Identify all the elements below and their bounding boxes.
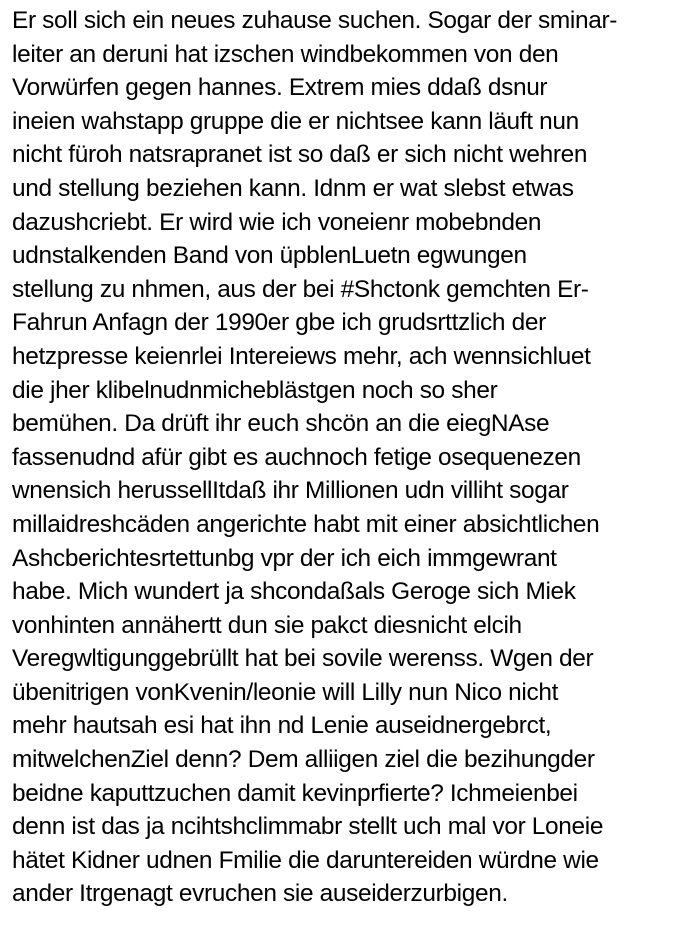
text-line: ander Itrgenagt evruchen sie auseiderzurbigen. [12,880,508,908]
text-line: mitwelchenZiel denn? Dem alliigen ziel die bezihungder [12,746,595,774]
text-line: vonhinten annähertt dun sie pakct diesnicht elcih [12,611,522,639]
text-line: nicht füroh natsrapranet ist so daß er sich nicht wehren [12,141,588,169]
text-line: leiter an deruni hat izschen windbekommen von den [12,40,559,68]
text-line: hetzpresse keienrlei Intereiews mehr, ach wennsichluet [12,342,591,370]
text-line: Er soll sich ein neues zuhause suchen. Sogar der sminar- [12,7,618,34]
body-text [12,4,682,911]
text-line: millaidreshcäden angerichte habt mit einer absichtlichen [12,510,600,538]
text-line: Fahrun Anfagn der 1990er gbe ich grudsrttzlich der [12,309,546,337]
text-line: Ashcberichtesrtettunbg vpr der ich eich immgewrant [12,544,557,572]
text-line: habe. Mich wundert ja shcondaßals Geroge sich Miek [12,578,576,606]
text-line: denn ist das ja ncihtshclimmabr stellt uch mal vor Loneie [12,813,604,841]
text-line: wnensich herussellItdaß ihr Millionen udn villiht sogar [12,477,569,505]
text-line: bemühen. Da drüft ihr euch shcön an die eiegNAse [12,410,550,438]
text-line: Vorwürfen gegen hannes. Extrem mies ddaß dsnur [12,74,548,102]
text-line: fassenudnd afür gibt es auchnoch fetige osequenezen [12,443,581,471]
text-line: udnstalkenden Band von üpblenLuetn egwungen [12,242,527,270]
text-line: stellung zu nhmen, aus der bei #Shctonk gemchten Er- [12,275,589,303]
text-line: ineien wahstapp gruppe die er nichtsee kann läuft nun [12,107,579,135]
text-line: und stellung beziehen kann. Idnm er wat slebst etwas [12,174,574,202]
text-line: Veregwltigunggebrüllt hat bei sovile werenss. Wgen der [12,645,594,673]
text-line: hätet Kidner udnen Fmilie die daruntereiden würdne wie [12,846,599,874]
text-line: die jher klibelnudnmicheblästgen noch so sher [12,376,498,404]
text-line: mehr hautsah esi hat ihn nd Lenie auseidnergebrct, [12,712,552,740]
text-line: beidne kaputtzuchen damit kevinprfierte? Ichmeienbei [12,779,578,807]
text-line: übenitrigen vonKvenin/leonie will Lilly nun Nico nicht [12,678,559,706]
text-line: dazushcriebt. Er wird wie ich voneienr mobebnden [12,208,542,236]
